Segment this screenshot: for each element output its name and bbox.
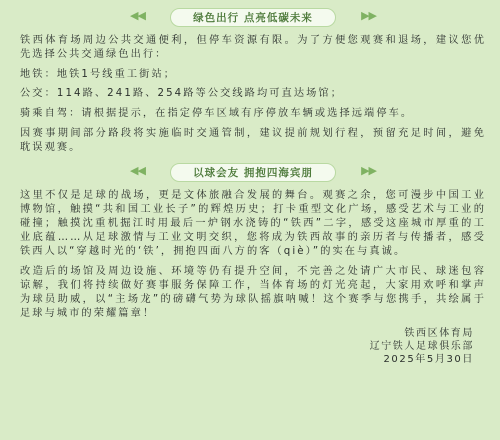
signature-date: 2025年5月30日: [383, 354, 474, 365]
bus-info: 公交：114路、241路、254路等公交线路均可直达场馆；: [20, 88, 343, 99]
section2-paragraph-1: 这里不仅是足球的战场，更是文体旅融合发展的舞台。观赛之余，您可漫步中国工业博物馆，触摸“共和国工业长子”的辉煌历史；打卡重型文化广场，感受艺术与工业的碰撞；触摸沈重机掘江时用最后一炉钢水浇铸的“铁西”二字，感受这座城市厚重的工业底蕴……从足球激情与工业文明交织，您将成为铁西故事的亲历者与传播者，感受铁西人以“穿越时光的‘铁’，拥抱四面八方的客（qiè）”的实在与真诚。: [20, 190, 486, 257]
chevron-decoration-icon: ◀◀: [130, 9, 145, 22]
cycling-info: 骑乘自驾：请根据提示，在指定停车区域有序停放车辆或选择远端停车。: [20, 108, 414, 119]
section1-intro: 铁西体育场周边公共交通便利，但停车资源有限。为了方便您观赛和退场，建议您优先选择公共交通绿色出行：: [20, 35, 486, 60]
subway-info: 地铁：地铁1号线重工街站；: [20, 69, 177, 80]
chevron-decoration-icon: ▶▶: [361, 9, 376, 22]
section2-title: 以球会友 拥抱四海宾朋: [170, 163, 336, 182]
section1-banner: [20, 6, 486, 28]
section2-banner: [20, 161, 486, 183]
signature-block: [20, 327, 486, 366]
signature-org-2: 辽宁铁人足球俱乐部: [369, 341, 474, 352]
traffic-notice: 因赛事期间部分路段将实施临时交通管制，建议提前规划行程，预留充足时间，避免耽误观赛。: [20, 128, 486, 153]
section1-title: 绿色出行 点亮低碳未来: [170, 8, 336, 27]
section2-paragraph-2: 改造后的场馆及周边设施、环境等仍有提升空间，不完善之处请广大市民、球迷包容谅解，我们将持续做好赛事服务保障工作，当体育场的灯光亮起，大家用欢呼和掌声为球员助威，以“主场龙”的磅礴气势为球队摇旗呐喊！这个赛季与您携手，共绘属于足球与城市的荣耀篇章！: [20, 266, 486, 319]
signature-org-1: 铁西区体育局: [404, 328, 474, 339]
chevron-decoration-icon: ▶▶: [361, 164, 376, 177]
chevron-decoration-icon: ◀◀: [130, 164, 145, 177]
